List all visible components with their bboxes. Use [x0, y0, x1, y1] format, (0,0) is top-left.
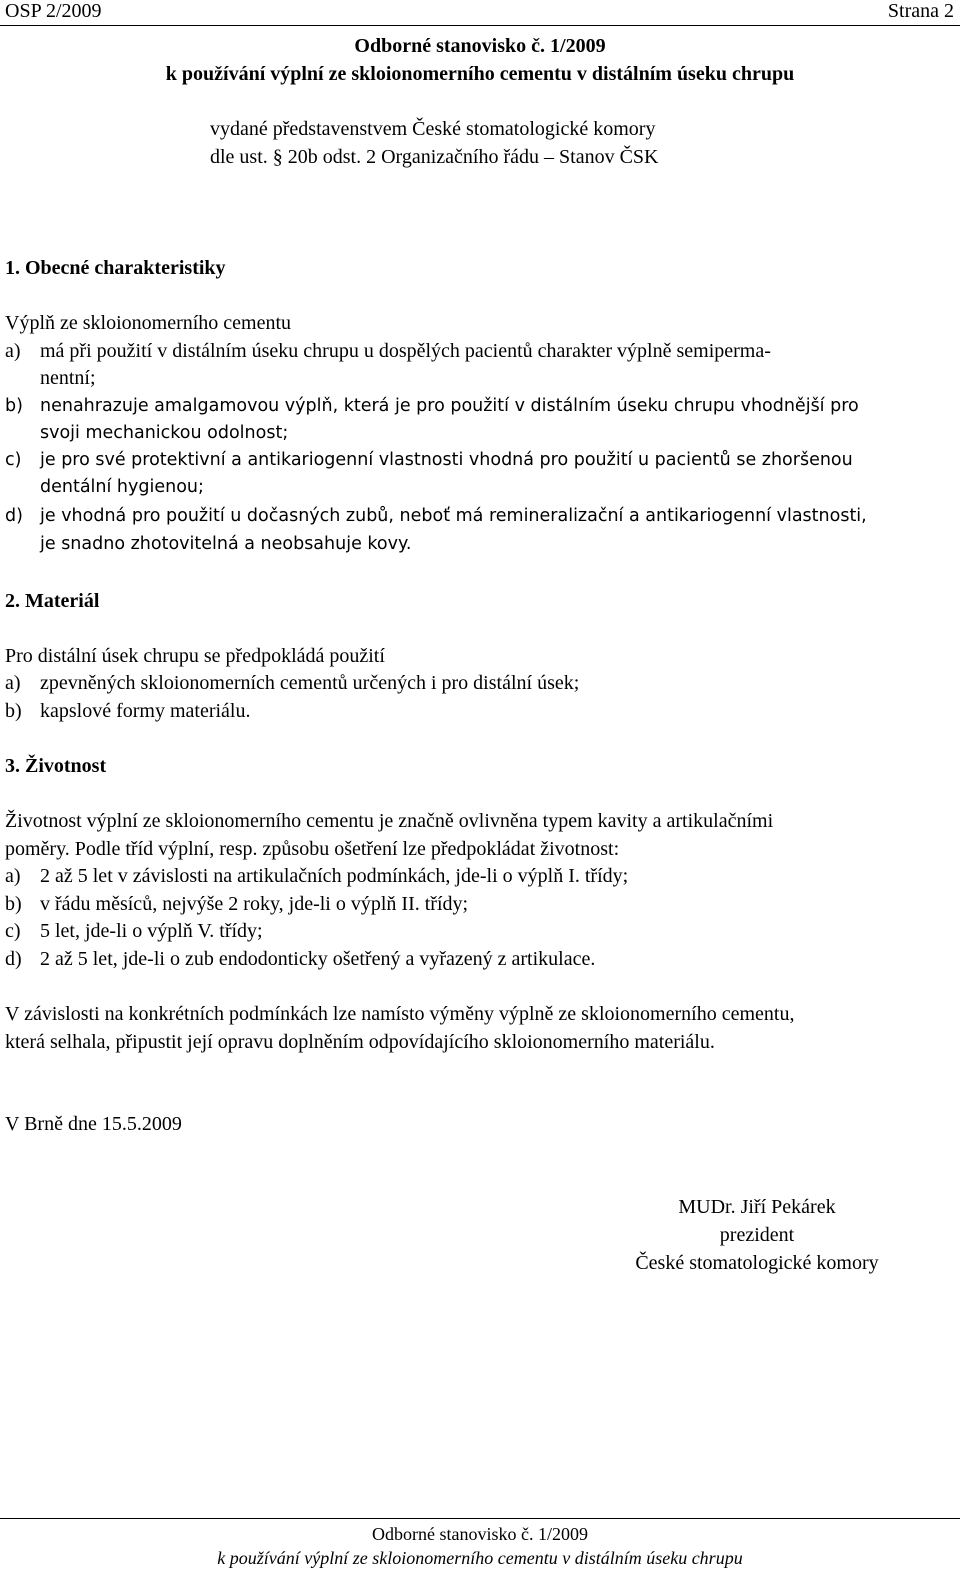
issuer-line1: vydané představenstvem České stomatologické komory: [210, 118, 656, 140]
section2-item-a-label: a): [5, 672, 21, 694]
closing-paragraph-line1: V závislosti na konkrétních podmínkách lze namísto výměny výplně ze skloionomerního cementu,: [5, 1003, 795, 1025]
section3-item-b-label: b): [5, 893, 22, 915]
section3-item-b-text: v řádu měsíců, nejvýše 2 roky, jde-li o výplň II. třídy;: [40, 893, 469, 915]
section1-item-d-line2: je snadno zhotovitelná a neobsahuje kovy.: [40, 534, 412, 554]
section3-intro-line2: poměry. Podle tříd výplní, resp. způsobu ošetření lze předpokládat životnost:: [5, 838, 620, 860]
section1-intro: Výplň ze skloionomerního cementu: [5, 312, 292, 334]
section2-heading: 2. Materiál: [5, 590, 100, 612]
section1-item-b-label: b): [5, 396, 23, 416]
signature-role: prezident: [719, 1224, 795, 1246]
section1-heading: 1. Obecné charakteristiky: [5, 257, 226, 279]
section1-item-b-line1: nenahrazuje amalgamovou výplň, která je pro použití v distálním úseku chrupu vhodnější pro: [40, 396, 859, 416]
section3-item-a-text: 2 až 5 let v závislosti na artikulačních podmínkách, jde-li o výplň I. třídy;: [40, 865, 629, 887]
signature-name: MUDr. Jiří Pekárek: [678, 1196, 836, 1218]
section1-item-c-line1: je pro své protektivní a antikariogenní vlastnosti vhodná pro použití u pacientů se zhoršenou: [40, 450, 853, 470]
section1-item-d-label: d): [5, 506, 23, 526]
section3-item-c-text: 5 let, jde-li o výplň V. třídy;: [40, 920, 263, 942]
section3-intro-line1: Životnost výplní ze skloionomerního cementu je značně ovlivněna typem kavity a artikulačními: [5, 810, 774, 832]
document-title-line2: k používání výplní ze skloionomerního cementu v distálním úseku chrupu: [165, 63, 795, 85]
signature-organization: České stomatologické komory: [635, 1252, 879, 1274]
section2-item-b-text: kapslové formy materiálu.: [40, 700, 251, 722]
section1-item-b-line2: svoji mechanickou odolnost;: [40, 423, 289, 443]
header-rule: [0, 25, 960, 26]
section3-heading: 3. Životnost: [5, 755, 107, 777]
section1-item-a-line2: nentní;: [40, 367, 96, 389]
footer-line2: k používání výplní ze skloionomerního cementu v distálním úseku chrupu: [217, 1548, 743, 1568]
header-left: OSP 2/2009: [5, 0, 102, 22]
footer-line1: Odborné stanovisko č. 1/2009: [372, 1524, 588, 1544]
document-title-line1: Odborné stanovisko č. 1/2009: [354, 35, 606, 57]
section2-item-a-text: zpevněných skloionomerních cementů určených i pro distální úsek;: [40, 672, 580, 694]
closing-paragraph-line2: která selhala, připustit její opravu doplněním odpovídajícího skloionomerního materiálu.: [5, 1031, 715, 1053]
section3-item-d-text: 2 až 5 let, jde-li o zub endodonticky ošetřený a vyřazený z artikulace.: [40, 948, 596, 970]
section3-item-a-label: a): [5, 865, 21, 887]
section3-item-c-label: c): [5, 920, 21, 942]
section1-item-a-label: a): [5, 340, 21, 362]
footer-rule: [0, 1518, 960, 1519]
section1-item-a-line1: má při použití v distálním úseku chrupu u dospělých pacientů charakter výplně semiperma-: [40, 340, 771, 362]
issuer-line2: dle ust. § 20b odst. 2 Organizačního řádu – Stanov ČSK: [210, 146, 659, 168]
section1-item-c-line2: dentální hygienou;: [40, 477, 204, 497]
section1-item-d-line1: je vhodná pro použití u dočasných zubů, neboť má remineralizační a antikariogenní vlastnosti,: [40, 506, 867, 526]
section3-item-d-label: d): [5, 948, 22, 970]
section2-item-b-label: b): [5, 700, 22, 722]
place-date: V Brně dne 15.5.2009: [5, 1113, 182, 1135]
header-right: Strana 2: [887, 0, 954, 22]
section2-intro: Pro distální úsek chrupu se předpokládá použití: [5, 645, 385, 667]
section1-item-c-label: c): [5, 450, 22, 470]
